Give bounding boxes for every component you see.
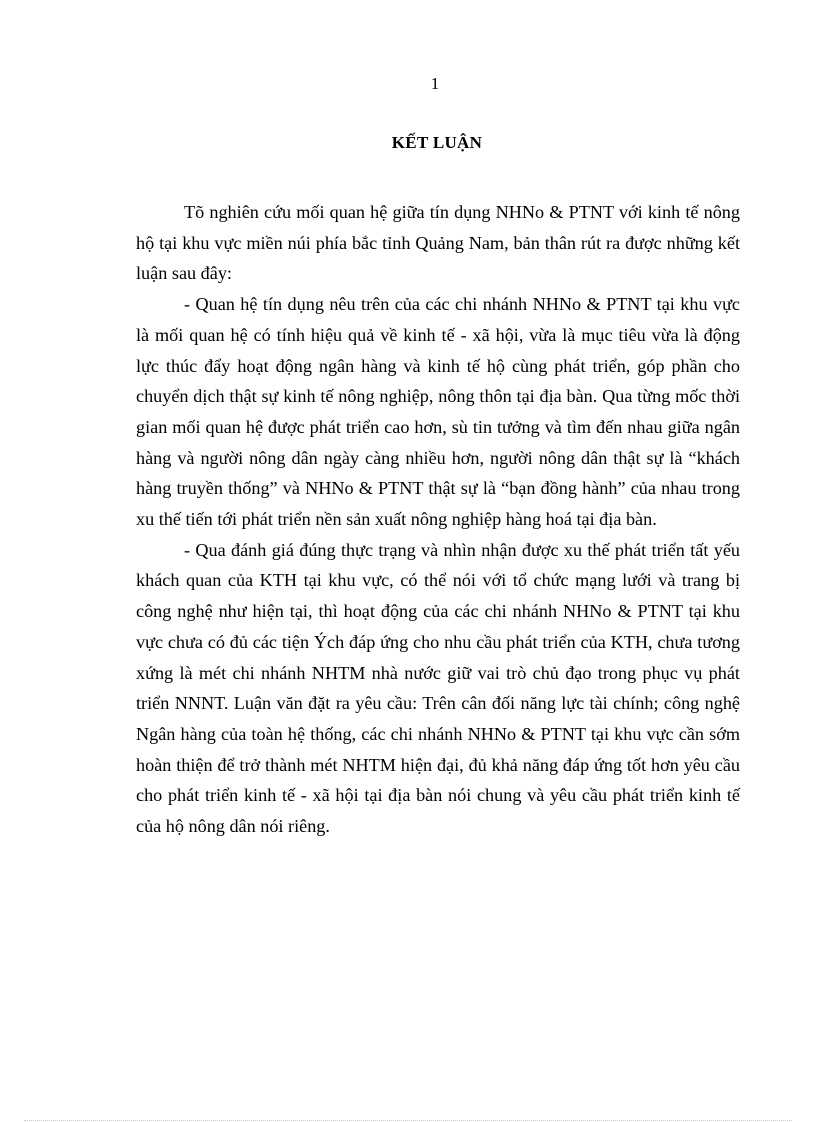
paragraph-intro: Tõ nghiên cứu mối quan hệ giữa tín dụng NHNo & PTNT với kinh tế nông hộ tại khu vực miền núi phía bắc tỉnh Quảng Nam, bản thân rút ra được những kết luận sau đây: bbox=[136, 202, 740, 284]
body-text bbox=[136, 197, 740, 842]
page-bottom-divider bbox=[24, 1120, 792, 1121]
paragraph-conclusion-2: - Qua đánh giá đúng thực trạng và nhìn nhận được xu thế phát triển tất yếu khách quan của KTH tại khu vực, có thể nói với tổ chức mạng lưới và trang bị công nghệ như hiện tại, thì hoạt động của các chi nhánh NHNo & PTNT tại khu vực chưa có đủ các tiện Ých đáp ứng cho nhu cầu phát triển của KTH, chưa tương xứng là mét chi nhánh NHTM nhà nước giữ vai trò chủ đạo trong phục vụ phát triển NNNT. Luận văn đặt ra yêu cầu: Trên cân đối năng lực tài chính; công nghệ Ngân hàng của toàn hệ thống, các chi nhánh NHNo & PTNT tại khu vực cần sớm hoàn thiện để trở thành mét NHTM hiện đại, đủ khả năng đáp ứng tốt hơn yêu cầu cho phát triển kinh tế - xã hội tại địa bàn nói chung và yêu cầu phát triển kinh tế của hộ nông dân nói riêng. bbox=[136, 539, 740, 837]
page-title: KẾT LUẬN bbox=[391, 133, 483, 152]
paragraph-conclusion-1: - Quan hệ tín dụng nêu trên của các chi nhánh NHNo & PTNT tại khu vực là mối quan hệ có tính hiệu quả về kinh tế - xã hội, vừa là mục tiêu vừa là động lực thúc đẩy hoạt động ngân hàng và kinh tế hộ cùng phát triển, góp phần cho chuyển dịch thật sự kinh tế nông nghiệp, nông thôn tại địa bàn. Qua từng mốc thời gian mối quan hệ được phát triển cao hơn, sù tin tưởng và tìm đến nhau giữa ngân hàng và người nông dân ngày càng nhiều hơn, người nông dân thật sự là “khách hàng truyền thống” và NHNo & PTNT thật sự là “bạn đồng hành” của nhau trong xu thế tiến tới phát triển nền sản xuất nông nghiệp hàng hoá tại địa bàn. bbox=[136, 294, 740, 530]
page-number: 1 bbox=[430, 74, 440, 93]
